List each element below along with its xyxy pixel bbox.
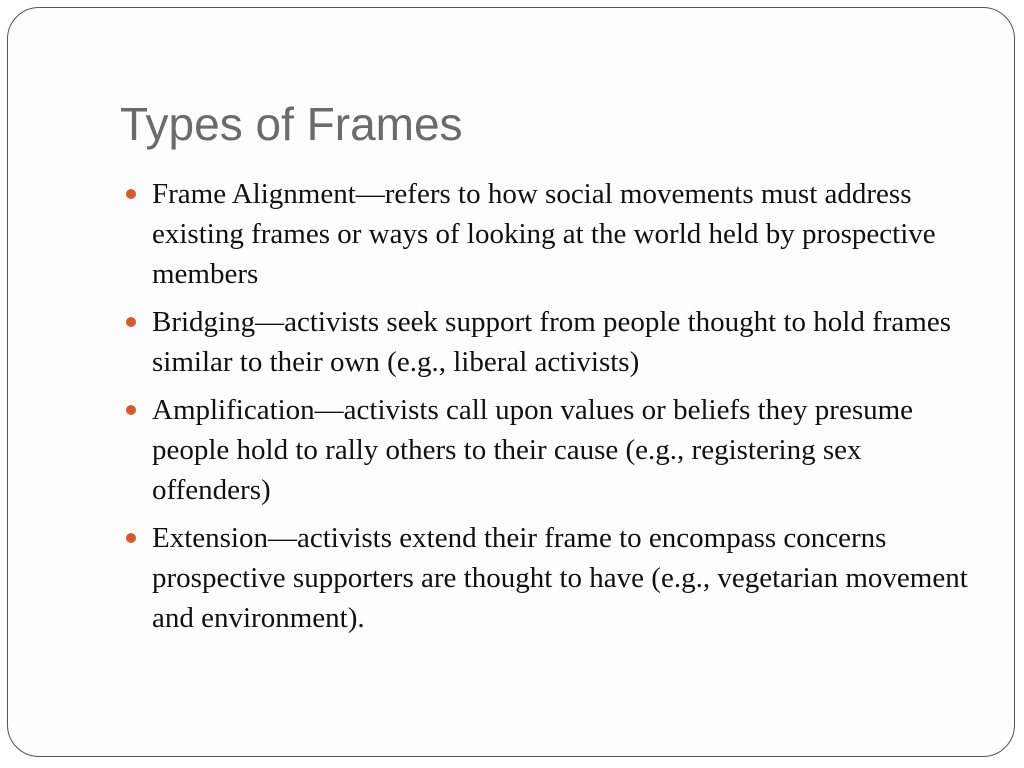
bullet-dot-icon xyxy=(126,189,136,199)
bullet-dot-icon xyxy=(126,317,136,327)
bullet-text: Frame Alignment—refers to how social movements must address existing frames or ways of looking at the world held by prospective members xyxy=(152,178,936,290)
slide-frame xyxy=(7,7,1015,757)
slide-title: Types of Frames xyxy=(120,98,463,150)
bullet-item-bridging xyxy=(120,302,970,382)
bullet-dot-icon xyxy=(126,405,136,415)
bullet-text: Bridging—activists seek support from people thought to hold frames similar to their own (e.g., liberal activists) xyxy=(152,306,951,378)
bullet-item-extension xyxy=(120,518,970,638)
bullet-dot-icon xyxy=(126,533,136,543)
bullet-text: Extension—activists extend their frame to encompass concerns prospective supporters are thought to have (e.g., vegetarian movement and environment). xyxy=(152,522,968,634)
bullet-text: Amplification—activists call upon values or beliefs they presume people hold to rally others to their cause (e.g., registering sex offenders) xyxy=(152,394,914,506)
bullet-item-frame-alignment xyxy=(120,174,970,294)
bullet-list xyxy=(120,174,970,646)
bullet-item-amplification xyxy=(120,390,970,510)
